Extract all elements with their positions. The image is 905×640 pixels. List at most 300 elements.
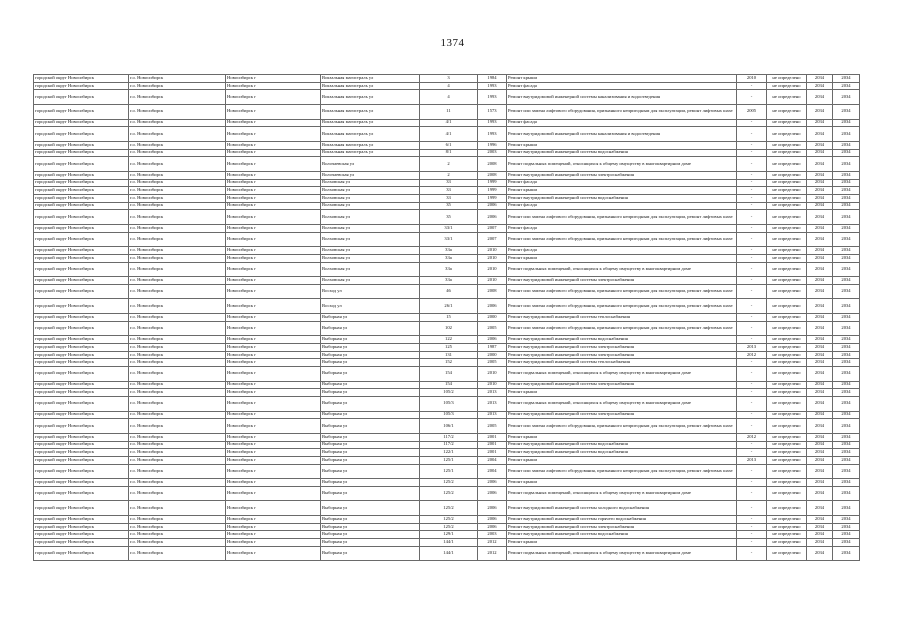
period-from-cell: 2034 [807, 179, 833, 187]
work-type-cell: Ремонт крыши [507, 254, 737, 262]
settlement-cell: г.о. Новосибирск [129, 171, 226, 179]
period-to-cell: 2034 [833, 75, 860, 83]
municipality-cell: городской округ Новосибирск [34, 254, 129, 262]
locality-cell: Новосибирск г [226, 313, 321, 321]
period-to-cell: 2034 [833, 194, 860, 202]
period-to-cell: 2034 [833, 343, 860, 351]
period-from-cell: 2034 [807, 127, 833, 142]
previous-repair-year-cell: - [737, 523, 767, 531]
municipality-cell: городской округ Новосибирск [34, 179, 129, 187]
street-cell: Выборная ул [321, 546, 420, 561]
planned-cost-cell: не определено [767, 179, 807, 187]
street-cell: Выборная ул [321, 419, 420, 434]
municipality-cell: городской округ Новосибирск [34, 351, 129, 359]
locality-cell: Новосибирск г [226, 277, 321, 285]
street-cell: Волховская ул [321, 187, 420, 195]
settlement-cell: г.о. Новосибирск [129, 464, 226, 479]
table-row [34, 531, 860, 539]
period-to-cell: 2034 [833, 464, 860, 479]
settlement-cell: г.о. Новосибирск [129, 187, 226, 195]
build-year-cell: 1993 [478, 127, 507, 142]
build-year-cell: 1984 [478, 75, 507, 83]
work-type-cell: Ремонт внутридомовой инженерной системы электроснабжения [507, 171, 737, 179]
planned-cost-cell: не определено [767, 419, 807, 434]
previous-repair-year-cell: - [737, 516, 767, 524]
table-row [34, 359, 860, 367]
house-number-cell: 3 [420, 75, 478, 83]
planned-cost-cell: не определено [767, 313, 807, 321]
house-number-cell: 102 [420, 321, 478, 336]
street-cell: Выборная ул [321, 343, 420, 351]
table-row [34, 149, 860, 157]
previous-repair-year-cell: - [737, 224, 767, 232]
table-row [34, 456, 860, 464]
table-row [34, 247, 860, 255]
planned-cost-cell: не определено [767, 82, 807, 90]
locality-cell: Новосибирск г [226, 194, 321, 202]
planned-cost-cell: не определено [767, 75, 807, 83]
settlement-cell: г.о. Новосибирск [129, 419, 226, 434]
municipality-cell: городской округ Новосибирск [34, 194, 129, 202]
municipality-cell: городской округ Новосибирск [34, 336, 129, 344]
previous-repair-year-cell: - [737, 449, 767, 457]
municipality-cell: городской округ Новосибирск [34, 202, 129, 210]
planned-cost-cell: не определено [767, 127, 807, 142]
locality-cell: Новосибирск г [226, 343, 321, 351]
period-from-cell: 2034 [807, 75, 833, 83]
work-type-cell: Ремонт фасада [507, 82, 737, 90]
period-to-cell: 2034 [833, 149, 860, 157]
build-year-cell: 2010 [478, 254, 507, 262]
period-from-cell: 2034 [807, 194, 833, 202]
period-from-cell: 2034 [807, 539, 833, 547]
work-type-cell: Ремонт или замена лифтового оборудования, признанного непригодным для эксплуатации, ремонт лифтовых шахт [507, 419, 737, 434]
settlement-cell: г.о. Новосибирск [129, 313, 226, 321]
period-from-cell: 2034 [807, 479, 833, 487]
previous-repair-year-cell: - [737, 486, 767, 501]
street-cell: Волховская ул [321, 179, 420, 187]
table-row [34, 157, 860, 172]
planned-cost-cell: не определено [767, 210, 807, 225]
table-row [34, 277, 860, 285]
settlement-cell: г.о. Новосибирск [129, 299, 226, 314]
street-cell: Выборная ул [321, 516, 420, 524]
municipality-cell: городской округ Новосибирск [34, 104, 129, 119]
planned-cost-cell: не определено [767, 389, 807, 397]
municipality-cell: городской округ Новосибирск [34, 171, 129, 179]
previous-repair-year-cell: 2013 [737, 343, 767, 351]
period-from-cell: 2034 [807, 433, 833, 441]
build-year-cell: 1999 [478, 194, 507, 202]
previous-repair-year-cell: - [737, 232, 767, 247]
locality-cell: Новосибирск г [226, 75, 321, 83]
work-type-cell: Ремонт внутридомовой инженерной системы канализования и водоотведения [507, 127, 737, 142]
work-type-cell: Ремонт внутридомовой инженерной системы горячего водоснабжения [507, 516, 737, 524]
period-to-cell: 2034 [833, 539, 860, 547]
locality-cell: Новосибирск г [226, 351, 321, 359]
build-year-cell: 2006 [478, 501, 507, 516]
settlement-cell: г.о. Новосибирск [129, 202, 226, 210]
period-to-cell: 2034 [833, 546, 860, 561]
build-year-cell: 1993 [478, 82, 507, 90]
period-to-cell: 2034 [833, 321, 860, 336]
settlement-cell: г.о. Новосибирск [129, 546, 226, 561]
settlement-cell: г.о. Новосибирск [129, 90, 226, 105]
locality-cell: Новосибирск г [226, 546, 321, 561]
build-year-cell: 2006 [478, 336, 507, 344]
period-from-cell: 2034 [807, 262, 833, 277]
previous-repair-year-cell: - [737, 210, 767, 225]
municipality-cell: городской округ Новосибирск [34, 210, 129, 225]
street-cell: Вокзальная магистраль ул [321, 75, 420, 83]
municipality-cell: городской округ Новосибирск [34, 224, 129, 232]
municipality-cell: городской округ Новосибирск [34, 359, 129, 367]
table-row [34, 381, 860, 389]
planned-cost-cell: не определено [767, 336, 807, 344]
house-number-cell: 125/1 [420, 464, 478, 479]
settlement-cell: г.о. Новосибирск [129, 343, 226, 351]
period-to-cell: 2034 [833, 202, 860, 210]
previous-repair-year-cell: 2005 [737, 104, 767, 119]
house-number-cell: 2 [420, 171, 478, 179]
municipality-cell: городской округ Новосибирск [34, 232, 129, 247]
period-to-cell: 2034 [833, 441, 860, 449]
table-row [34, 75, 860, 83]
period-from-cell: 2034 [807, 90, 833, 105]
period-to-cell: 2034 [833, 479, 860, 487]
street-cell: Волховская ул [321, 224, 420, 232]
house-number-cell: 4 [420, 90, 478, 105]
build-year-cell: 2006 [478, 516, 507, 524]
municipality-cell: городской округ Новосибирск [34, 464, 129, 479]
planned-cost-cell: не определено [767, 202, 807, 210]
work-type-cell: Ремонт крыши [507, 456, 737, 464]
work-type-cell: Ремонт внутридомовой инженерной системы электроснабжения [507, 411, 737, 419]
build-year-cell: 2001 [478, 433, 507, 441]
locality-cell: Новосибирск г [226, 187, 321, 195]
locality-cell: Новосибирск г [226, 389, 321, 397]
municipality-cell: городской округ Новосибирск [34, 449, 129, 457]
work-type-cell: Ремонт или замена лифтового оборудования, признанного непригодным для эксплуатации, ремонт лифтовых шахт [507, 284, 737, 299]
build-year-cell: 1996 [478, 141, 507, 149]
period-from-cell: 2034 [807, 456, 833, 464]
municipality-cell: городской округ Новосибирск [34, 456, 129, 464]
settlement-cell: г.о. Новосибирск [129, 141, 226, 149]
table-row [34, 441, 860, 449]
period-to-cell: 2034 [833, 277, 860, 285]
build-year-cell: 2012 [478, 539, 507, 547]
period-from-cell: 2034 [807, 104, 833, 119]
street-cell: Выборная ул [321, 321, 420, 336]
locality-cell: Новосибирск г [226, 531, 321, 539]
previous-repair-year-cell: - [737, 90, 767, 105]
street-cell: Выборная ул [321, 313, 420, 321]
planned-cost-cell: не определено [767, 411, 807, 419]
locality-cell: Новосибирск г [226, 157, 321, 172]
locality-cell: Новосибирск г [226, 210, 321, 225]
planned-cost-cell: не определено [767, 539, 807, 547]
table-row [34, 411, 860, 419]
period-from-cell: 2034 [807, 343, 833, 351]
work-type-cell: Ремонт фасада [507, 179, 737, 187]
municipality-cell: городской округ Новосибирск [34, 441, 129, 449]
period-to-cell: 2034 [833, 141, 860, 149]
build-year-cell: 2010 [478, 367, 507, 382]
planned-cost-cell: не определено [767, 396, 807, 411]
street-cell: Волховская ул [321, 232, 420, 247]
house-number-cell: 15 [420, 313, 478, 321]
table-row [34, 479, 860, 487]
work-type-cell: Ремонт внутридомовой инженерной системы водоснабжения [507, 449, 737, 457]
build-year-cell: 2007 [478, 224, 507, 232]
build-year-cell: 2010 [478, 262, 507, 277]
table-row [34, 202, 860, 210]
page-number: 1374 [440, 37, 465, 49]
settlement-cell: г.о. Новосибирск [129, 321, 226, 336]
street-cell: Выборная ул [321, 441, 420, 449]
work-type-cell: Ремонт крыши [507, 187, 737, 195]
street-cell: Выборная ул [321, 456, 420, 464]
street-cell: Волховская ул [321, 247, 420, 255]
street-cell: Выборная ул [321, 531, 420, 539]
house-number-cell: 35 [420, 202, 478, 210]
period-to-cell: 2034 [833, 171, 860, 179]
period-to-cell: 2034 [833, 313, 860, 321]
house-number-cell: 33а [420, 262, 478, 277]
planned-cost-cell: не определено [767, 464, 807, 479]
house-number-cell: 4 [420, 82, 478, 90]
table-row [34, 104, 860, 119]
planned-cost-cell: не определено [767, 141, 807, 149]
planned-cost-cell: не определено [767, 187, 807, 195]
previous-repair-year-cell: - [737, 157, 767, 172]
settlement-cell: г.о. Новосибирск [129, 479, 226, 487]
previous-repair-year-cell: - [737, 119, 767, 127]
work-type-cell: Ремонт фасада [507, 119, 737, 127]
planned-cost-cell: не определено [767, 194, 807, 202]
period-to-cell: 2034 [833, 381, 860, 389]
municipality-cell: городской округ Новосибирск [34, 82, 129, 90]
settlement-cell: г.о. Новосибирск [129, 157, 226, 172]
work-type-cell: Ремонт подвальных помещений, относящихся к общему имуществу в многоквартирном доме [507, 486, 737, 501]
house-number-cell: 46 [420, 284, 478, 299]
municipality-cell: городской округ Новосибирск [34, 299, 129, 314]
locality-cell: Новосибирск г [226, 381, 321, 389]
house-number-cell: 106/1 [420, 419, 478, 434]
municipality-cell: городской округ Новосибирск [34, 479, 129, 487]
planned-cost-cell: не определено [767, 284, 807, 299]
municipality-cell: городской округ Новосибирск [34, 262, 129, 277]
build-year-cell: 2005 [478, 321, 507, 336]
planned-cost-cell: не определено [767, 157, 807, 172]
previous-repair-year-cell: - [737, 411, 767, 419]
previous-repair-year-cell: - [737, 127, 767, 142]
previous-repair-year-cell: - [737, 441, 767, 449]
period-from-cell: 2034 [807, 299, 833, 314]
street-cell: Выборная ул [321, 479, 420, 487]
build-year-cell: 2012 [478, 546, 507, 561]
build-year-cell: 2006 [478, 299, 507, 314]
period-to-cell: 2034 [833, 224, 860, 232]
street-cell: Выборная ул [321, 396, 420, 411]
table-row [34, 119, 860, 127]
street-cell: Волховская ул [321, 202, 420, 210]
build-year-cell: 2006 [478, 210, 507, 225]
period-from-cell: 2034 [807, 441, 833, 449]
previous-repair-year-cell: 2010 [737, 75, 767, 83]
period-from-cell: 2034 [807, 523, 833, 531]
locality-cell: Новосибирск г [226, 247, 321, 255]
settlement-cell: г.о. Новосибирск [129, 389, 226, 397]
planned-cost-cell: не определено [767, 359, 807, 367]
table-row [34, 546, 860, 561]
register-body [34, 75, 860, 561]
period-to-cell: 2034 [833, 396, 860, 411]
settlement-cell: г.о. Новосибирск [129, 104, 226, 119]
locality-cell: Новосибирск г [226, 149, 321, 157]
table-row [34, 433, 860, 441]
period-from-cell: 2034 [807, 202, 833, 210]
locality-cell: Новосибирск г [226, 449, 321, 457]
house-number-cell: 117/2 [420, 433, 478, 441]
street-cell: Волховская ул [321, 194, 420, 202]
previous-repair-year-cell: - [737, 187, 767, 195]
municipality-cell: городской округ Новосибирск [34, 411, 129, 419]
planned-cost-cell: не определено [767, 299, 807, 314]
previous-repair-year-cell: - [737, 194, 767, 202]
municipality-cell: городской округ Новосибирск [34, 247, 129, 255]
period-to-cell: 2034 [833, 456, 860, 464]
period-from-cell: 2034 [807, 141, 833, 149]
planned-cost-cell: не определено [767, 449, 807, 457]
house-number-cell: 33а [420, 277, 478, 285]
planned-cost-cell: не определено [767, 232, 807, 247]
period-from-cell: 2034 [807, 419, 833, 434]
work-type-cell: Ремонт внутридомовой инженерной системы электроснабжения [507, 523, 737, 531]
period-to-cell: 2034 [833, 157, 860, 172]
planned-cost-cell: не определено [767, 441, 807, 449]
work-type-cell: Ремонт внутридомовой инженерной системы канализования и водоотведения [507, 90, 737, 105]
settlement-cell: г.о. Новосибирск [129, 456, 226, 464]
build-year-cell: 2004 [478, 456, 507, 464]
house-number-cell: 117/2 [420, 441, 478, 449]
table-row [34, 389, 860, 397]
house-number-cell: 144/1 [420, 539, 478, 547]
house-number-cell: 4/1 [420, 127, 478, 142]
period-to-cell: 2034 [833, 179, 860, 187]
previous-repair-year-cell: - [737, 82, 767, 90]
table-row [34, 523, 860, 531]
work-type-cell: Ремонт внутридомовой инженерной системы водоснабжения [507, 441, 737, 449]
planned-cost-cell: не определено [767, 501, 807, 516]
street-cell: Волховская ул [321, 210, 420, 225]
planned-cost-cell: не определено [767, 262, 807, 277]
planned-cost-cell: не определено [767, 149, 807, 157]
table-row [34, 501, 860, 516]
settlement-cell: г.о. Новосибирск [129, 247, 226, 255]
settlement-cell: г.о. Новосибирск [129, 539, 226, 547]
previous-repair-year-cell: - [737, 464, 767, 479]
build-year-cell: 2005 [478, 419, 507, 434]
locality-cell: Новосибирск г [226, 262, 321, 277]
locality-cell: Новосибирск г [226, 90, 321, 105]
house-number-cell: 33 [420, 187, 478, 195]
period-from-cell: 2034 [807, 171, 833, 179]
period-from-cell: 2034 [807, 336, 833, 344]
locality-cell: Новосибирск г [226, 254, 321, 262]
period-to-cell: 2034 [833, 104, 860, 119]
street-cell: Выборная ул [321, 336, 420, 344]
work-type-cell: Ремонт фасада [507, 247, 737, 255]
settlement-cell: г.о. Новосибирск [129, 149, 226, 157]
locality-cell: Новосибирск г [226, 202, 321, 210]
period-from-cell: 2034 [807, 157, 833, 172]
period-to-cell: 2034 [833, 90, 860, 105]
municipality-cell: городской округ Новосибирск [34, 157, 129, 172]
previous-repair-year-cell: - [737, 539, 767, 547]
period-to-cell: 2034 [833, 411, 860, 419]
locality-cell: Новосибирск г [226, 141, 321, 149]
street-cell: Выборная ул [321, 381, 420, 389]
settlement-cell: г.о. Новосибирск [129, 210, 226, 225]
table-row [34, 141, 860, 149]
period-to-cell: 2034 [833, 299, 860, 314]
build-year-cell: 1993 [478, 90, 507, 105]
previous-repair-year-cell: - [737, 389, 767, 397]
build-year-cell: 2008 [478, 157, 507, 172]
street-cell: Выборная ул [321, 411, 420, 419]
settlement-cell: г.о. Новосибирск [129, 359, 226, 367]
period-from-cell: 2034 [807, 359, 833, 367]
settlement-cell: г.о. Новосибирск [129, 381, 226, 389]
period-from-cell: 2034 [807, 254, 833, 262]
work-type-cell: Ремонт подвальных помещений, относящихся к общему имуществу в многоквартирном доме [507, 367, 737, 382]
build-year-cell: 2010 [478, 247, 507, 255]
locality-cell: Новосибирск г [226, 299, 321, 314]
planned-cost-cell: не определено [767, 367, 807, 382]
work-type-cell: Ремонт внутридомовой инженерной системы водоснабжения [507, 194, 737, 202]
table-row [34, 127, 860, 142]
build-year-cell: 2004 [478, 464, 507, 479]
build-year-cell: 2013 [478, 411, 507, 419]
settlement-cell: г.о. Новосибирск [129, 531, 226, 539]
municipality-cell: городской округ Новосибирск [34, 531, 129, 539]
street-cell: Волочаевская ул [321, 157, 420, 172]
previous-repair-year-cell: - [737, 313, 767, 321]
build-year-cell: 1999 [478, 179, 507, 187]
build-year-cell: 2003 [478, 531, 507, 539]
period-from-cell: 2034 [807, 486, 833, 501]
settlement-cell: г.о. Новосибирск [129, 224, 226, 232]
work-type-cell: Ремонт подвальных помещений, относящихся к общему имуществу в многоквартирном доме [507, 396, 737, 411]
house-number-cell: 122/1 [420, 449, 478, 457]
previous-repair-year-cell: - [737, 546, 767, 561]
table-row [34, 262, 860, 277]
work-type-cell: Ремонт подвальных помещений, относящихся к общему имуществу в многоквартирном доме [507, 546, 737, 561]
street-cell: Вокзальная магистраль ул [321, 127, 420, 142]
table-row [34, 449, 860, 457]
planned-cost-cell: не определено [767, 531, 807, 539]
municipality-cell: городской округ Новосибирск [34, 313, 129, 321]
house-number-cell: 125 [420, 343, 478, 351]
municipality-cell: городской округ Новосибирск [34, 539, 129, 547]
street-cell: Вокзальная магистраль ул [321, 119, 420, 127]
municipality-cell: городской округ Новосибирск [34, 75, 129, 83]
build-year-cell: 1993 [478, 119, 507, 127]
municipality-cell: городской округ Новосибирск [34, 523, 129, 531]
planned-cost-cell: не определено [767, 486, 807, 501]
table-row [34, 232, 860, 247]
